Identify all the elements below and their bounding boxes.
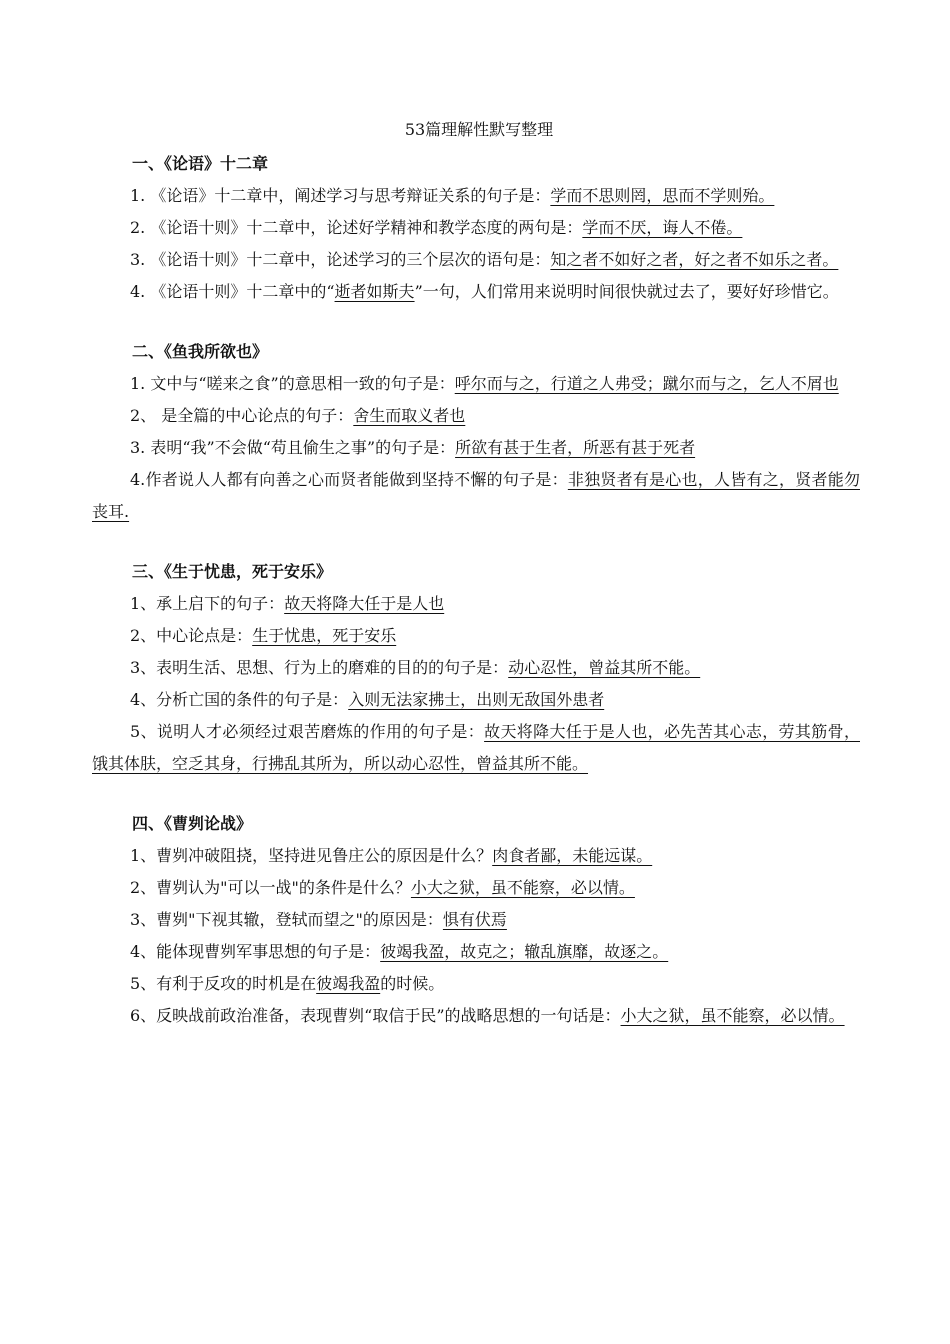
section-heading: 一、《论语》十二章 xyxy=(132,154,269,173)
question-item: 2、 是全篇的中心论点的句子：舍生而取义者也 xyxy=(130,406,466,425)
question-item: 3. 表明“我”不会做“苟且偷生之事”的句子是：所欲有甚于生者，所恶有甚于死者 xyxy=(130,438,696,457)
section-sheng-yu-you-huan xyxy=(92,556,860,780)
question-item: 5、有利于反攻的时机是在彼竭我盈的时候。 xyxy=(130,974,445,993)
answer-text: 故天将降大任于是人也 xyxy=(284,594,445,613)
question-item: 1、曹刿冲破阻挠，坚持进见鲁庄公的原因是什么？肉食者鄙，未能远谋。 xyxy=(130,846,653,865)
question-item: 5、说明人才必须经过艰苦磨炼的作用的句子是：故天将降大任于是人也，必先苦其心志，劳其筋骨，饿其体肤，空乏其身，行拂乱其所为，所以动心忍性，曾益其所不能。 xyxy=(92,722,860,773)
answer-text: 入则无法家拂士，出则无敌国外患者 xyxy=(348,690,605,709)
answer-text: 惧有伏焉 xyxy=(442,910,507,929)
answer-text: 肉食者鄙，未能远谋。 xyxy=(492,846,653,865)
question-item: 3、曹刿"下视其辙，登轼而望之"的原因是：惧有伏焉 xyxy=(130,910,507,929)
answer-text: 知之者不如好之者，好之者不如乐之者。 xyxy=(550,250,839,269)
answer-text: 小大之狱，虽不能察，必以情。 xyxy=(620,1006,845,1025)
question-item: 2、曹刿认为"可以一战"的条件是什么？小大之狱，虽不能察，必以情。 xyxy=(130,878,635,897)
answer-text: 学而不厌，诲人不倦。 xyxy=(582,218,743,237)
section-cao-gui-lun-zhan xyxy=(92,808,860,1032)
answer-text: 逝者如斯夫 xyxy=(334,282,415,301)
answer-text: 故天将降大任于是人也，必先苦其心志，劳其筋骨，饿其体肤，空乏其身，行拂乱其所为，所以动心忍性，曾益其所不能。 xyxy=(92,722,860,773)
answer-text: 所欲有甚于生者，所恶有甚于死者 xyxy=(455,438,696,457)
question-item: 4.作者说人人都有向善之心而贤者能做到坚持不懈的句子是：非独贤者有是心也，人皆有之，贤者能勿丧耳. xyxy=(92,470,860,521)
section-heading: 四、《曹刿论战》 xyxy=(132,814,253,833)
question-item: 3. 《论语十则》十二章中，论述学习的三个层次的语句是：知之者不如好之者，好之者不如乐之者。 xyxy=(130,250,839,269)
section-yu-wo-suo-yu-ye xyxy=(92,336,860,528)
question-item: 2、中心论点是：生于忧患，死于安乐 xyxy=(130,626,397,645)
question-item: 1、承上启下的句子：故天将降大任于是人也 xyxy=(130,594,445,613)
answer-text: 学而不思则罔，思而不学则殆。 xyxy=(550,186,775,205)
section-heading: 二、《鱼我所欲也》 xyxy=(132,342,269,361)
answer-text: 彼竭我盈，故克之；辙乱旗靡，故逐之。 xyxy=(380,942,669,961)
question-item: 2. 《论语十则》十二章中，论述好学精神和教学态度的两句是：学而不厌，诲人不倦。 xyxy=(130,218,743,237)
question-item: 4、能体现曹刿军事思想的句子是：彼竭我盈，故克之；辙乱旗靡，故逐之。 xyxy=(130,942,669,961)
question-item: 4. 《论语十则》十二章中的“逝者如斯夫”一句，人们常用来说明时间很快就过去了，要好好珍惜它。 xyxy=(130,282,839,301)
document-page xyxy=(92,112,860,1060)
answer-text: 生于忧患，死于安乐 xyxy=(252,626,397,645)
answer-text: 舍生而取义者也 xyxy=(353,406,466,425)
question-item: 3、表明生活、思想、行为上的磨难的目的的句子是：动心忍性，曾益其所不能。 xyxy=(130,658,701,677)
answer-text: 小大之狱，虽不能察，必以情。 xyxy=(410,878,635,897)
document-title: 53篇理解性默写整理 xyxy=(404,120,554,139)
answer-text: 呼尔而与之，行道之人弗受；蹴尔而与之，乞人不屑也 xyxy=(454,374,839,393)
section-heading: 三、《生于忧患，死于安乐》 xyxy=(132,562,333,581)
answer-text: 动心忍性，曾益其所不能。 xyxy=(508,658,701,677)
question-item: 1. 文中与“嗟来之食”的意思相一致的句子是：呼尔而与之，行道之人弗受；蹴尔而与之，乞人不屑也 xyxy=(130,374,839,393)
question-item: 6、反映战前政治准备，表现曹刿“取信于民”的战略思想的一句话是：小大之狱，虽不能察，必以情。 xyxy=(130,1006,845,1025)
question-item: 4、分析亡国的条件的句子是：入则无法家拂士，出则无敌国外患者 xyxy=(130,690,605,709)
section-lunyu xyxy=(92,148,860,308)
question-item: 1. 《论语》十二章中，阐述学习与思考辩证关系的句子是：学而不思则罔，思而不学则殆。 xyxy=(130,186,775,205)
answer-text: 彼竭我盈 xyxy=(316,974,381,993)
answer-text: 非独贤者有是心也，人皆有之，贤者能勿丧耳. xyxy=(92,470,860,521)
